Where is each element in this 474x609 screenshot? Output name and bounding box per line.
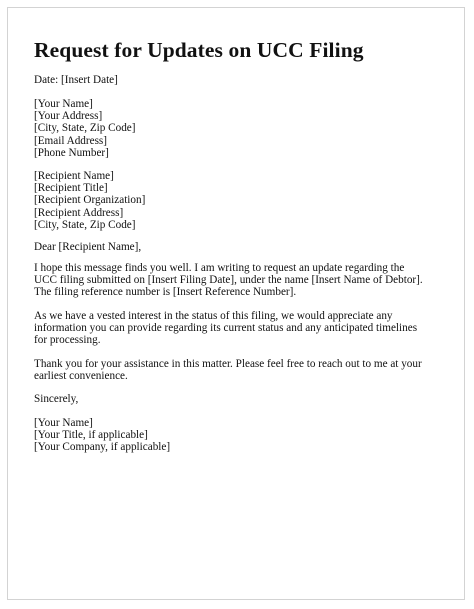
sender-line: [City, State, Zip Code] bbox=[34, 122, 136, 135]
letter-page bbox=[7, 7, 465, 600]
signature-line: [Your Company, if applicable] bbox=[34, 441, 171, 454]
salutation: Dear [Recipient Name], bbox=[34, 241, 142, 253]
sender-line: [Your Name] bbox=[34, 98, 93, 110]
closing: Sincerely, bbox=[34, 393, 79, 405]
recipient-line: [City, State, Zip Code] bbox=[34, 218, 136, 231]
recipient-address-block bbox=[34, 170, 145, 231]
letter-title: Request for Updates on UCC Filing bbox=[34, 38, 364, 62]
body-paragraph-3: Thank you for your assistance in this matter. Please feel free to reach out to me at your earliest convenience. bbox=[34, 358, 422, 383]
sender-line: [Phone Number] bbox=[34, 146, 109, 159]
signature-line: [Your Title, if applicable] bbox=[34, 429, 148, 442]
recipient-line: [Recipient Address] bbox=[34, 206, 124, 219]
recipient-line: [Recipient Title] bbox=[34, 182, 108, 195]
sender-address-block bbox=[34, 98, 136, 159]
sender-line: [Email Address] bbox=[34, 134, 108, 147]
body-paragraph-1: I hope this message finds you well. I am writing to request an update regarding the UCC filing submitted on [Insert Filing Date], under the name [Insert Name of Debtor]. The filing reference number is [Insert Reference Number]. bbox=[34, 262, 423, 299]
signature-line: [Your Name] bbox=[34, 417, 93, 429]
body-paragraph-2: As we have a vested interest in the status of this filing, we would appreciate any information you can provide regarding its current status and any anticipated timelines for processing. bbox=[34, 310, 418, 347]
signature-block bbox=[34, 417, 170, 454]
date-line: Date: [Insert Date] bbox=[34, 74, 118, 86]
sender-line: [Your Address] bbox=[34, 110, 103, 123]
recipient-line: [Recipient Name] bbox=[34, 170, 114, 182]
recipient-line: [Recipient Organization] bbox=[34, 194, 146, 207]
